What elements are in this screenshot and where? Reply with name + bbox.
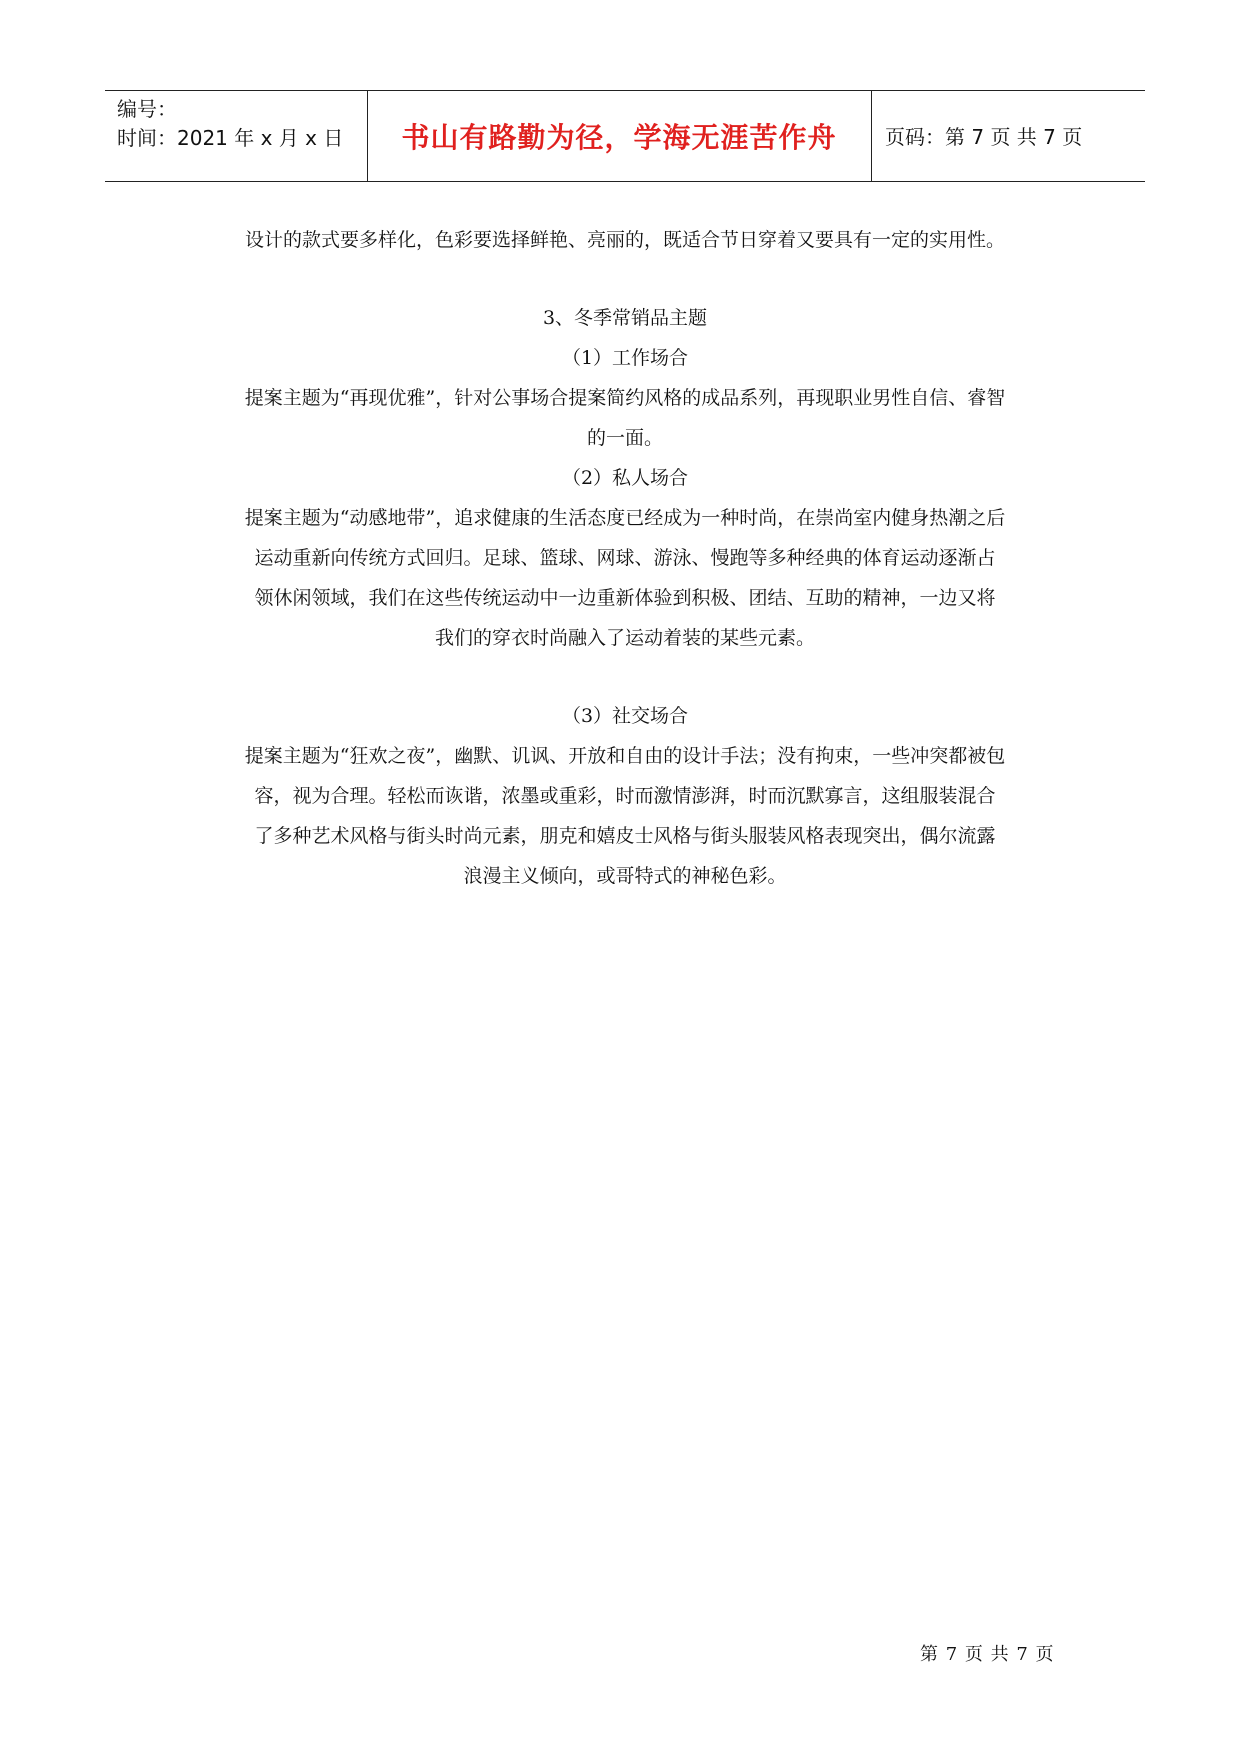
header-motto: 书山有路勤为径，学海无涯苦作舟 bbox=[401, 120, 837, 154]
paragraph-private-line: 领休闲领域，我们在这些传统运动中一边重新体验到积极、团结、互助的精神，一边又将 bbox=[254, 587, 996, 609]
paragraph-private-line: 我们的穿衣时尚融入了运动着装的某些元素。 bbox=[434, 627, 815, 649]
spacer bbox=[190, 260, 1060, 298]
page-footer-number: 第 7 页 共 7 页 bbox=[920, 1644, 1055, 1665]
paragraph-social-line: 容，视为合理。轻松而诙谐，浓墨或重彩，时而激情澎湃，时而沉默寡言，这组服装混合 bbox=[254, 785, 996, 807]
section-title: 3、冬季常销品主题 bbox=[542, 307, 708, 329]
header-divider-left bbox=[367, 91, 368, 181]
paragraph-private-line: 运动重新向传统方式回归。足球、篮球、网球、游泳、慢跑等多种经典的体育运动逐渐占 bbox=[254, 547, 996, 569]
header-divider-right bbox=[871, 91, 872, 181]
paragraph-social-line: 提案主题为“狂欢之夜”，幽默、讥讽、开放和自由的设计手法；没有拘束，一些冲突都被包 bbox=[244, 745, 1006, 767]
subsection-title-social: （3）社交场合 bbox=[561, 705, 689, 727]
paragraph-private-line: 提案主题为“动感地带”，追求健康的生活态度已经成为一种时尚，在崇尚室内健身热潮之后 bbox=[244, 507, 1006, 529]
paragraph-work-line: 的一面。 bbox=[586, 427, 663, 449]
spacer bbox=[190, 658, 1060, 696]
page-header bbox=[105, 90, 1145, 182]
document-time-label: 时间：2021 年 x 月 x 日 bbox=[117, 126, 344, 150]
subsection-title-private: （2）私人场合 bbox=[561, 467, 689, 489]
paragraph-social-line: 浪漫主义倾向，或哥特式的神秘色彩。 bbox=[463, 865, 787, 887]
header-page-info: 页码：第 7 页 共 7 页 bbox=[885, 125, 1083, 149]
paragraph-intro-tail: 设计的款式要多样化，色彩要选择鲜艳、亮丽的，既适合节日穿着又要具有一定的实用性。 bbox=[244, 229, 1005, 251]
subsection-title-work: （1）工作场合 bbox=[561, 347, 689, 369]
document-number-label: 编号： bbox=[117, 97, 177, 121]
paragraph-social-line: 了多种艺术风格与街头时尚元素，朋克和嬉皮士风格与街头服装风格表现突出，偶尔流露 bbox=[254, 825, 996, 847]
header-meta bbox=[117, 95, 343, 153]
document-body bbox=[190, 220, 1060, 896]
paragraph-work-line: 提案主题为“再现优雅”，针对公事场合提案简约风格的成品系列，再现职业男性自信、睿智 bbox=[244, 387, 1006, 409]
